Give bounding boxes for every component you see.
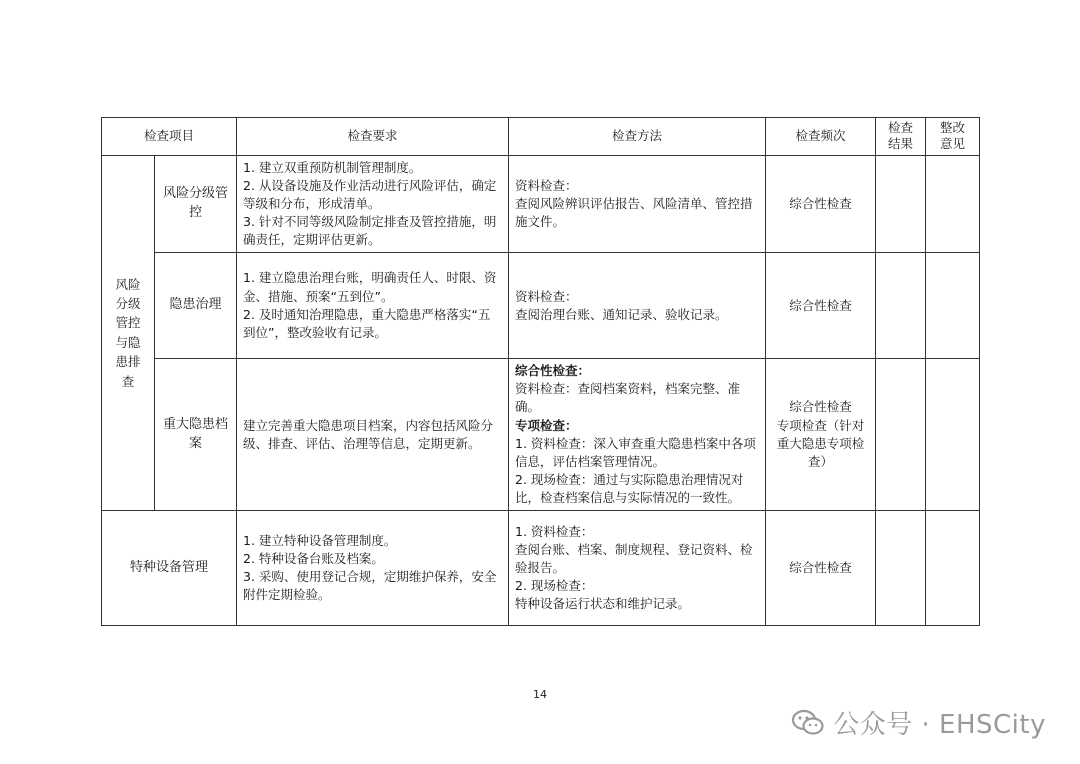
requirement-cell	[237, 253, 509, 359]
opinion-cell	[926, 155, 980, 253]
method-line: 查阅风险辨识评估报告、风险清单、管控措施文件。	[515, 195, 753, 229]
method-cell	[509, 511, 766, 626]
method-heading: 专项检查：	[515, 417, 578, 433]
requirement-line: 2. 特种设备台账及档案。	[243, 551, 384, 566]
subcategory-risk-control: 风险分级管 控	[155, 155, 237, 253]
opinion-cell	[926, 511, 980, 626]
category-special-equipment: 特种设备管理	[102, 511, 237, 626]
watermark-text: 公众号 · EHSCity	[833, 710, 1046, 740]
header-method: 检查方法	[509, 118, 766, 156]
table-row	[102, 511, 980, 626]
method-line: 资料检查：	[515, 288, 578, 304]
method-line: 1. 资料检查：深入审查重大隐患档案中各项信息，评估档案管理情况。	[515, 435, 756, 469]
method-line: 查阅治理台账、通知记录、验收记录。	[515, 306, 728, 322]
table-row	[102, 253, 980, 359]
requirement-cell	[237, 155, 509, 253]
requirement-line: 3. 采购、使用登记合规，定期维护保养，安全附件定期检验。	[243, 569, 497, 603]
table-row	[102, 155, 980, 253]
requirement-line: 3. 针对不同等级风险制定排查及管控措施，明确责任，定期评估更新。	[243, 213, 497, 247]
result-cell	[876, 511, 926, 626]
header-row	[102, 118, 980, 156]
frequency-cell: 综合性检查	[766, 155, 876, 253]
header-item: 检查项目	[102, 118, 237, 156]
header-frequency: 检查频次	[766, 118, 876, 156]
requirement-cell	[237, 511, 509, 626]
method-line: 查阅台账、档案、制度规程、登记资料、检验报告。	[515, 541, 753, 576]
method-heading: 综合性检查：	[515, 363, 591, 379]
method-cell	[509, 253, 766, 359]
requirement-line: 2. 从设备设施及作业活动进行风险评估，确定等级和分布，形成清单。	[243, 177, 497, 211]
subcategory-hazard-governance: 隐患治理	[155, 253, 237, 359]
method-line: 2. 现场检查：	[515, 578, 594, 594]
frequency-cell: 综合性检查	[766, 253, 876, 359]
method-line: 1. 资料检查：	[515, 523, 594, 539]
method-line: 资料检查：查阅档案资料，档案完整、准确。	[515, 381, 741, 415]
requirement-line: 1. 建立隐患治理台账，明确责任人、时限、资金、措施、预案“五到位”。	[243, 270, 497, 304]
requirement-line: 1. 建立特种设备管理制度。	[243, 532, 397, 548]
frequency-cell: 综合性检查 专项检查（针对重大隐患专项检查）	[766, 359, 876, 511]
method-line: 2. 现场检查：通过与实际隐患治理情况对比，检查档案信息与实际情况的一致性。	[515, 471, 744, 505]
result-cell	[876, 155, 926, 253]
header-requirement: 检查要求	[237, 118, 509, 156]
frequency-cell: 综合性检查	[766, 511, 876, 626]
opinion-cell	[926, 359, 980, 511]
method-cell	[509, 155, 766, 253]
method-cell	[509, 359, 766, 511]
header-result: 检查 结果	[876, 118, 926, 156]
category-risk-hazard: 风险 分级 管控 与隐 患排 查	[102, 155, 155, 511]
requirement-line: 2. 及时通知治理隐患，重大隐患严格落实“五到位”，整改验收有记录。	[243, 306, 491, 340]
method-line: 资料检查：	[515, 177, 578, 193]
result-cell	[876, 253, 926, 359]
header-opinion: 整改 意见	[926, 118, 980, 156]
requirement-line: 1. 建立双重预防机制管理制度。	[243, 159, 422, 175]
requirement-cell	[237, 359, 509, 511]
table-row	[102, 359, 980, 511]
result-cell	[876, 359, 926, 511]
subcategory-major-hazard-archive: 重大隐患档 案	[155, 359, 237, 511]
wechat-icon	[791, 708, 825, 738]
opinion-cell	[926, 253, 980, 359]
watermark	[791, 704, 1046, 741]
inspection-table	[101, 117, 980, 626]
method-line: 特种设备运行状态和维护记录。	[515, 596, 691, 612]
requirement-line: 建立完善重大隐患项目档案，内容包括风险分级、排查、评估、治理等信息，定期更新。	[243, 417, 494, 451]
page-number: 14	[533, 688, 547, 701]
